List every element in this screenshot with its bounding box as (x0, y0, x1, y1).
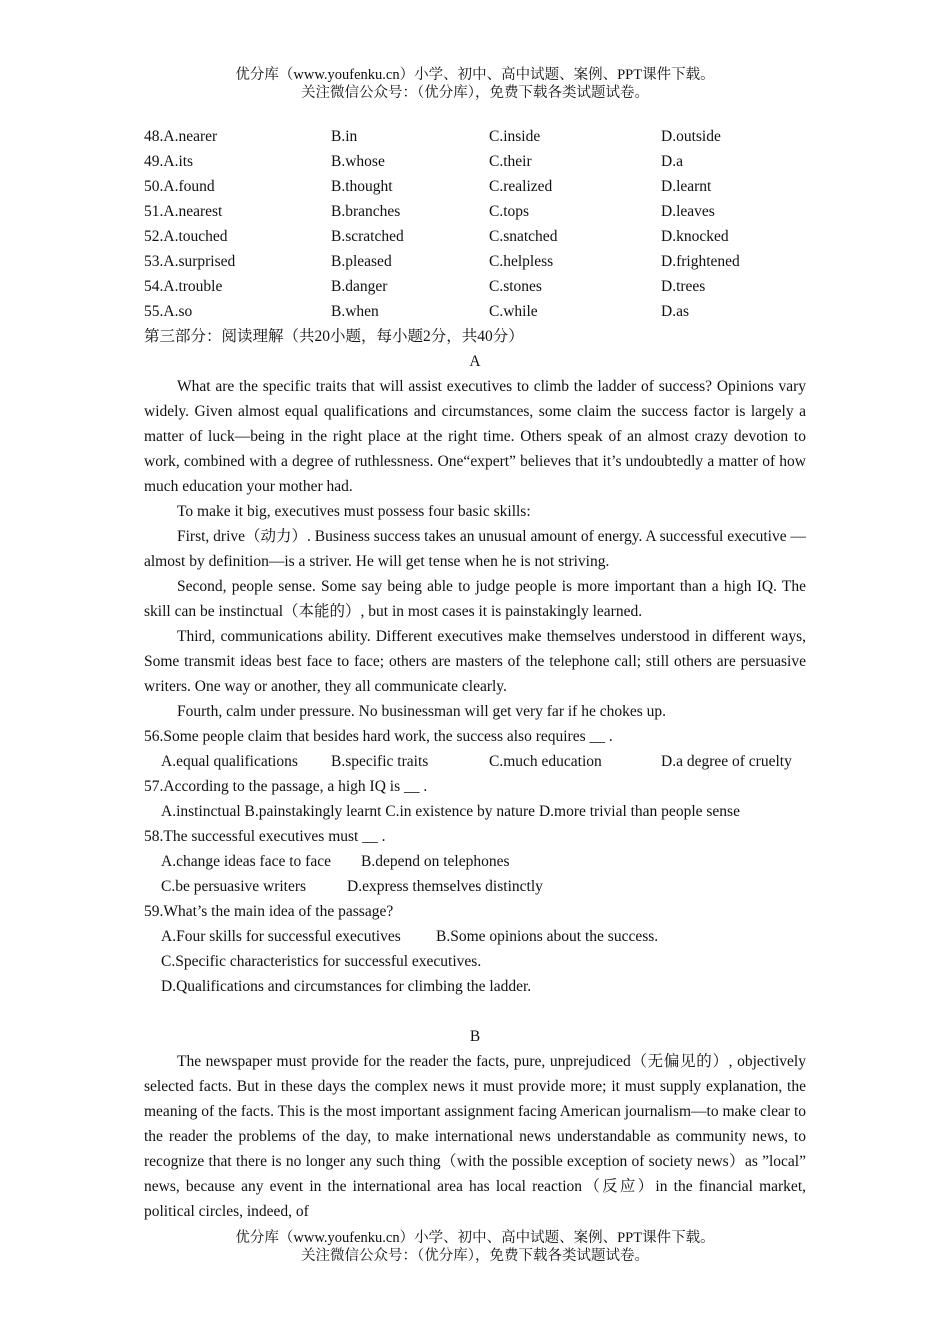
question-58-options (144, 849, 806, 874)
answer-option[interactable]: D.Qualifications and circumstances for climbing the ladder. (161, 978, 532, 995)
option-row (144, 224, 806, 249)
option-row (144, 124, 806, 149)
answer-option[interactable]: C.much education (489, 753, 602, 770)
option-a: 55.A.so (144, 303, 193, 320)
option-d: D.as (661, 303, 689, 320)
page-footer (0, 1229, 950, 1265)
passage-b-paragraph: The newspaper must provide for the reader the facts, pure, unprejudiced（无偏见的）, objectively selected facts. But in these days the complex news it must provide more; it must supply explanation, the meaning of the facts. This is the most important assignment facing American journalism—to make clear to the reader the problems of the day, to make international news understandable as community news, to recognize that there is no longer any such thing（with the possible exception of society news）as ”local” news, because any event in the international area has local reaction（反应）in the financial market, political circles, indeed, of (144, 1053, 806, 1220)
option-d: D.frightened (661, 253, 740, 270)
option-row (144, 299, 806, 324)
option-d: D.trees (661, 278, 706, 295)
option-a: 49.A.its (144, 153, 194, 170)
option-b: B.when (331, 303, 379, 320)
option-c: C.tops (489, 203, 530, 220)
option-a: 54.A.trouble (144, 278, 223, 295)
passage-b-label: B (469, 1028, 481, 1045)
section-title: 第三部分：阅读理解（共20小题，每小题2分，共40分） (144, 328, 524, 345)
question-59: 59.What’s the main idea of the passage? (144, 903, 394, 920)
option-c: C.stones (489, 278, 542, 295)
answer-option[interactable]: C.Specific characteristics for successful executives. (161, 953, 482, 970)
question-56: 56.Some people claim that besides hard work, the success also requires __ . (144, 728, 613, 745)
spacer (144, 999, 806, 1024)
question-58-options (144, 874, 806, 899)
question-59-options (144, 924, 806, 949)
option-c: C.while (489, 303, 538, 320)
option-d: D.a (661, 153, 683, 170)
passage-a-paragraph: First, drive（动力）. Business success takes an unusual amount of energy. A successful executive — almost by definition—is a striver. He will get tense when he is not striving. (144, 528, 806, 570)
header-line-1: 优分库（www.youfenku.cn）小学、初中、高中试题、案例、PPT课件下载。 (235, 67, 715, 83)
answer-option[interactable]: A.equal qualifications (161, 753, 298, 770)
answer-option[interactable]: B.specific traits (331, 753, 429, 770)
exam-content (144, 124, 806, 1224)
option-row (144, 274, 806, 299)
passage-a-paragraph: To make it big, executives must possess four basic skills: (177, 503, 531, 520)
option-c: C.helpless (489, 253, 554, 270)
option-b: B.in (331, 128, 358, 145)
option-a: 53.A.surprised (144, 253, 236, 270)
answer-option[interactable]: B.depend on telephones (361, 853, 510, 870)
header-line-2: 关注微信公众号：（优分库），免费下载各类试题试卷。 (301, 85, 649, 101)
question-58: 58.The successful executives must __ . (144, 828, 386, 845)
option-c: C.snatched (489, 228, 558, 245)
option-c: C.inside (489, 128, 541, 145)
passage-a-paragraph: Third, communications ability. Different executives make themselves understood in different ways, Some transmit ideas best face to face; others are masters of the telephone call; still others are persuasive writers. One way or another, they all communicate clearly. (144, 628, 806, 695)
option-a: 51.A.nearest (144, 203, 223, 220)
option-row (144, 174, 806, 199)
passage-a-label: A (469, 353, 481, 370)
option-b: B.thought (331, 178, 393, 195)
option-b: B.scratched (331, 228, 404, 245)
footer-line-2: 关注微信公众号：（优分库），免费下载各类试题试卷。 (301, 1248, 649, 1264)
footer-line-1: 优分库（www.youfenku.cn）小学、初中、高中试题、案例、PPT课件下载。 (235, 1230, 715, 1246)
option-a: 52.A.touched (144, 228, 228, 245)
option-d: D.knocked (661, 228, 729, 245)
question-57: 57.According to the passage, a high IQ is __ . (144, 778, 428, 795)
option-b: B.pleased (331, 253, 392, 270)
passage-a-paragraph: Second, people sense. Some say being able to judge people is more important than a high IQ. The skill can be instinctual（本能的）, but in most cases it is painstakingly learned. (144, 578, 806, 620)
page-header (0, 66, 950, 102)
option-b: B.branches (331, 203, 401, 220)
answer-option[interactable]: A.change ideas face to face (161, 853, 331, 870)
option-d: D.leaves (661, 203, 715, 220)
option-row (144, 199, 806, 224)
option-a: 50.A.found (144, 178, 215, 195)
cloze-options-table (144, 124, 806, 324)
option-c: C.realized (489, 178, 553, 195)
answer-option[interactable]: D.a degree of cruelty (661, 753, 792, 770)
question-57-options[interactable]: A.instinctual B.painstakingly learnt C.in existence by nature D.more trivial than people sense (161, 803, 740, 820)
option-b: B.whose (331, 153, 385, 170)
option-row (144, 149, 806, 174)
question-56-options (144, 749, 806, 774)
option-a: 48.A.nearer (144, 128, 218, 145)
option-row (144, 249, 806, 274)
option-c: C.their (489, 153, 532, 170)
answer-option[interactable]: D.express themselves distinctly (347, 878, 543, 895)
answer-option[interactable]: B.Some opinions about the success. (436, 928, 659, 945)
passage-a-paragraph: Fourth, calm under pressure. No businessman will get very far if he chokes up. (177, 703, 666, 720)
option-d: D.learnt (661, 178, 712, 195)
answer-option[interactable]: C.be persuasive writers (161, 878, 307, 895)
answer-option[interactable]: A.Four skills for successful executives (161, 928, 401, 945)
passage-a-paragraph: What are the specific traits that will assist executives to climb the ladder of success? Opinions vary widely. Given almost equal qualifications and circumstances, some claim the success factor is largely a matter of luck—being in the right place at the right time. Others speak of an almost crazy devotion to work, combined with a degree of ruthlessness. One“expert” believes that it’s undoubtedly a matter of how much education your mother had. (144, 378, 806, 495)
option-b: B.danger (331, 278, 388, 295)
option-d: D.outside (661, 128, 721, 145)
